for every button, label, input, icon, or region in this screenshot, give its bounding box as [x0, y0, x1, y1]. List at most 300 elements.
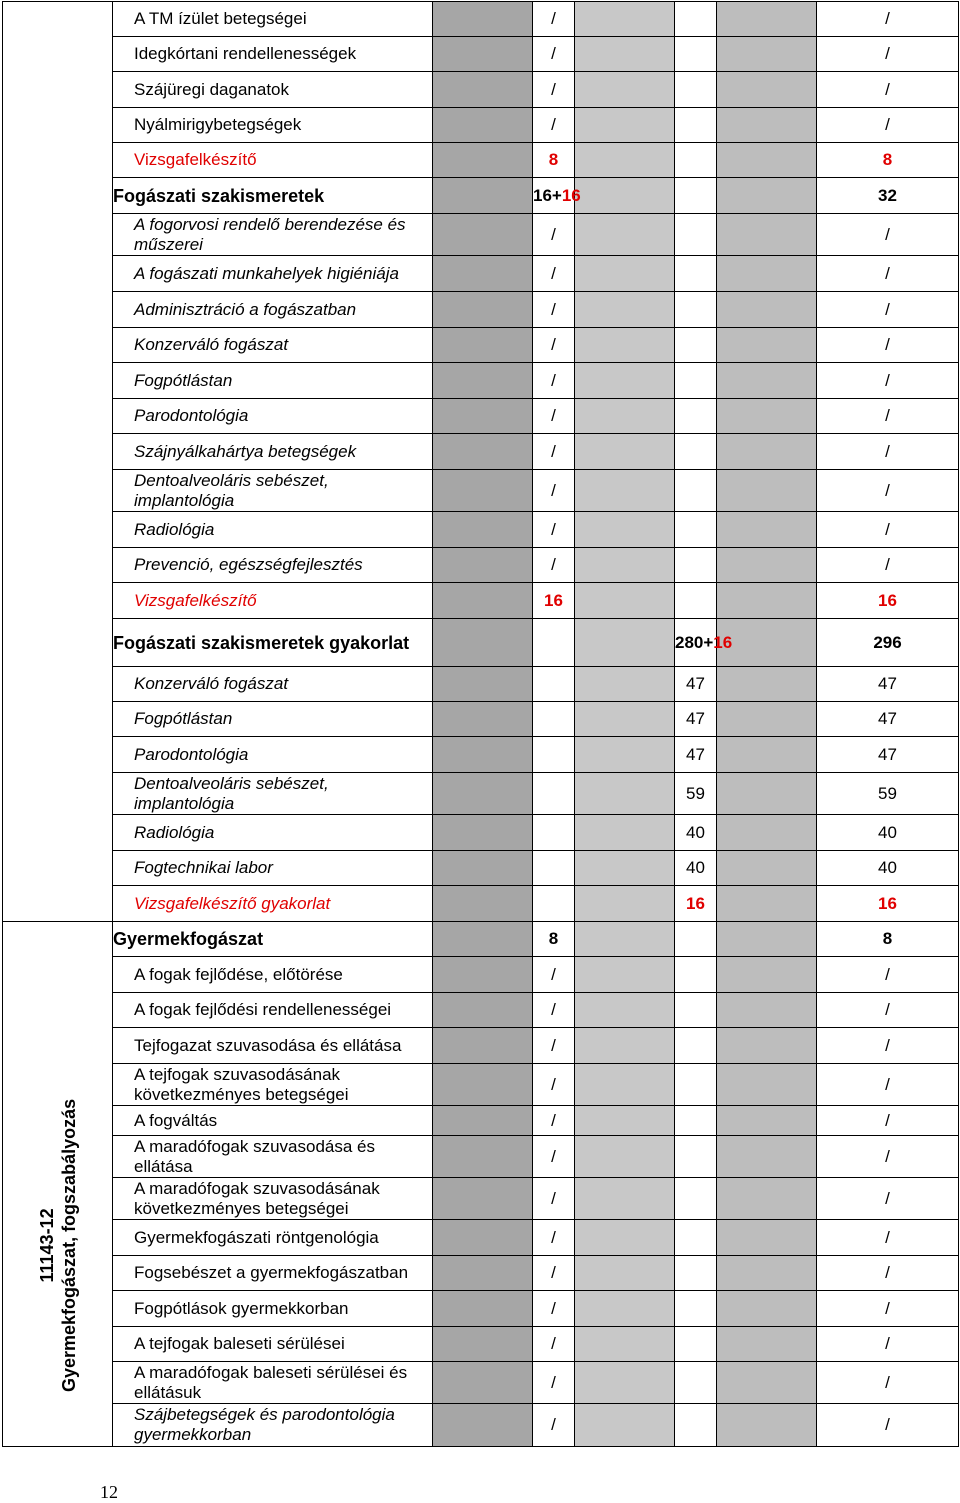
table-row: [3, 512, 959, 548]
hours-col-1: /: [533, 37, 575, 72]
shaded-column: [433, 363, 533, 399]
hours-total: /: [817, 108, 959, 143]
shaded-column: [575, 1327, 675, 1362]
hours-col-1: /: [533, 1256, 575, 1291]
subject-name: Fogászati szakismeretek: [113, 178, 433, 214]
hours-col-1: [533, 178, 581, 214]
table-row: [3, 178, 959, 214]
hours-total: 8: [817, 143, 959, 178]
hours-col-2: [675, 363, 717, 399]
hours-total: /: [817, 292, 959, 328]
shaded-column: [717, 434, 817, 470]
table-row: [3, 957, 959, 993]
table-row: [3, 1136, 959, 1178]
subject-name: A maradófogak szuvasodásának következményes betegségei: [113, 1178, 433, 1220]
shaded-column: [433, 1256, 533, 1291]
value-part: 280+: [675, 632, 714, 652]
hours-col-2: 59: [675, 773, 717, 815]
shaded-column: [433, 1064, 533, 1106]
subject-name: A fogászati munkahelyek higiéniája: [113, 256, 433, 292]
shaded-column: [717, 1106, 817, 1136]
shaded-column: [433, 1178, 533, 1220]
hours-col-2: [675, 1136, 717, 1178]
shaded-column: [575, 851, 675, 886]
hours-col-1: /: [533, 363, 575, 399]
table-row: [3, 1106, 959, 1136]
hours-col-1: /: [533, 399, 575, 434]
hours-col-2: [675, 470, 717, 512]
table-row: [3, 2, 959, 37]
hours-col-1: [533, 815, 575, 851]
shaded-column: [433, 434, 533, 470]
shaded-column: [717, 108, 817, 143]
subject-name: Fogtechnikai labor: [113, 851, 433, 886]
hours-total: /: [817, 363, 959, 399]
hours-col-2: [675, 957, 717, 993]
hours-col-1: 16: [533, 583, 575, 619]
shaded-column: [433, 667, 533, 702]
hours-col-2: [675, 993, 717, 1028]
hours-col-1: /: [533, 1362, 575, 1404]
hours-total: /: [817, 1220, 959, 1256]
shaded-column: [575, 815, 675, 851]
hours-col-1: /: [533, 1028, 575, 1064]
shaded-column: [433, 256, 533, 292]
subject-name: Szájüregi daganatok: [113, 72, 433, 108]
hours-col-2: [675, 108, 717, 143]
shaded-column: [433, 993, 533, 1028]
module-name: Gyermekfogászat, fogszabályozás: [58, 1098, 79, 1392]
shaded-column: [717, 1178, 817, 1220]
subject-name: Radiológia: [113, 815, 433, 851]
hours-col-2: [675, 256, 717, 292]
shaded-column: [433, 72, 533, 108]
shaded-column: [433, 292, 533, 328]
subject-name: Szájnyálkahártya betegségek: [113, 434, 433, 470]
hours-col-2: [675, 143, 717, 178]
hours-col-1: [533, 773, 575, 815]
table-row: [3, 619, 959, 667]
shaded-column: [433, 886, 533, 922]
shaded-column: [433, 773, 533, 815]
hours-col-1: [533, 886, 575, 922]
hours-col-2: [675, 178, 717, 214]
subject-name: Dentoalveoláris sebészet, implantológia: [113, 773, 433, 815]
table-row: [3, 583, 959, 619]
shaded-column: [575, 256, 675, 292]
table-row: [3, 37, 959, 72]
subject-name: Radiológia: [113, 512, 433, 548]
hours-col-2: [675, 37, 717, 72]
hours-col-1: /: [533, 1178, 575, 1220]
shaded-column: [717, 37, 817, 72]
shaded-column: [575, 328, 675, 363]
hours-col-2: 16: [675, 886, 717, 922]
shaded-column: [575, 1256, 675, 1291]
hours-col-2: [675, 1362, 717, 1404]
shaded-column: [433, 548, 533, 583]
shaded-column: [717, 667, 817, 702]
hours-col-1: /: [533, 957, 575, 993]
table-row: [3, 737, 959, 773]
subject-name: Idegkórtani rendellenességek: [113, 37, 433, 72]
shaded-column: [717, 957, 817, 993]
hours-total: /: [817, 37, 959, 72]
hours-total: /: [817, 399, 959, 434]
shaded-column: [717, 1327, 817, 1362]
hours-col-1: [533, 702, 575, 737]
shaded-column: [575, 363, 675, 399]
hours-col-1: /: [533, 1064, 575, 1106]
hours-col-1: /: [533, 1327, 575, 1362]
hours-total: /: [817, 1404, 959, 1447]
hours-col-1: [533, 619, 575, 667]
hours-col-1: /: [533, 1106, 575, 1136]
shaded-column: [433, 178, 533, 214]
hours-col-2: 40: [675, 851, 717, 886]
hours-col-2: [675, 1404, 717, 1447]
shaded-column: [717, 256, 817, 292]
subject-name: A maradófogak baleseti sérülései és ellátásuk: [113, 1362, 433, 1404]
shaded-column: [433, 1404, 533, 1447]
shaded-column: [575, 37, 675, 72]
subject-name: Adminisztráció a fogászatban: [113, 292, 433, 328]
shaded-column: [717, 548, 817, 583]
subject-name: Tejfogazat szuvasodása és ellátása: [113, 1028, 433, 1064]
hours-total: 8: [817, 922, 959, 957]
shaded-column: [575, 1404, 675, 1447]
shaded-column: [575, 399, 675, 434]
shaded-column: [575, 434, 675, 470]
hours-col-1: /: [533, 434, 575, 470]
shaded-column: [433, 143, 533, 178]
hours-col-2: [675, 922, 717, 957]
shaded-column: [717, 1362, 817, 1404]
hours-col-1: [533, 851, 575, 886]
shaded-column: [717, 851, 817, 886]
shaded-column: [433, 957, 533, 993]
subject-name: Vizsgafelkészítő gyakorlat: [113, 886, 433, 922]
shaded-column: [575, 178, 675, 214]
module-code: 11143-12: [36, 1208, 57, 1283]
hours-col-2: [675, 1064, 717, 1106]
subject-name: Prevenció, egészségfejlesztés: [113, 548, 433, 583]
value-part-highlight: 16: [561, 185, 581, 205]
hours-col-1: /: [533, 470, 575, 512]
shaded-column: [575, 702, 675, 737]
page-number: 12: [100, 1482, 118, 1502]
subject-name: Fogpótlástan: [113, 702, 433, 737]
hours-col-1: /: [533, 292, 575, 328]
shaded-column: [717, 815, 817, 851]
shaded-column: [717, 886, 817, 922]
side-cell-blank: [3, 2, 113, 922]
hours-total: /: [817, 328, 959, 363]
hours-col-2: 47: [675, 737, 717, 773]
table-row: [3, 1327, 959, 1362]
hours-col-2: [675, 583, 717, 619]
hours-col-1: /: [533, 1136, 575, 1178]
hours-col-1: /: [533, 548, 575, 583]
shaded-column: [433, 328, 533, 363]
table-row: [3, 667, 959, 702]
shaded-column: [717, 993, 817, 1028]
hours-total: /: [817, 957, 959, 993]
shaded-column: [717, 178, 817, 214]
table-row: [3, 1064, 959, 1106]
shaded-column: [575, 512, 675, 548]
shaded-column: [717, 143, 817, 178]
table-row: [3, 363, 959, 399]
shaded-column: [575, 922, 675, 957]
shaded-column: [433, 2, 533, 37]
table-row: [3, 256, 959, 292]
subject-name: A TM ízület betegségei: [113, 2, 433, 37]
hours-col-2: [675, 1178, 717, 1220]
subject-name: Nyálmirigybetegségek: [113, 108, 433, 143]
hours-col-2: 40: [675, 815, 717, 851]
hours-total: /: [817, 72, 959, 108]
table-row: [3, 1256, 959, 1291]
shaded-column: [717, 922, 817, 957]
hours-col-2: 47: [675, 667, 717, 702]
shaded-column: [717, 363, 817, 399]
subject-name: Vizsgafelkészítő: [113, 583, 433, 619]
shaded-column: [717, 1256, 817, 1291]
shaded-column: [717, 1064, 817, 1106]
shaded-column: [575, 1178, 675, 1220]
shaded-column: [433, 815, 533, 851]
subject-name: A fogak fejlődése, előtörése: [113, 957, 433, 993]
shaded-column: [717, 2, 817, 37]
shaded-column: [575, 1064, 675, 1106]
hours-total: 47: [817, 702, 959, 737]
subject-name: Fogászati szakismeretek gyakorlat: [113, 619, 433, 667]
shaded-column: [717, 737, 817, 773]
shaded-column: [575, 1136, 675, 1178]
shaded-column: [433, 737, 533, 773]
hours-col-1: 8: [533, 922, 575, 957]
shaded-column: [575, 292, 675, 328]
table-row: [3, 214, 959, 256]
hours-col-2: 47: [675, 702, 717, 737]
hours-total: 16: [817, 583, 959, 619]
table-row: [3, 773, 959, 815]
shaded-column: [575, 773, 675, 815]
subject-name: Parodontológia: [113, 737, 433, 773]
hours-total: /: [817, 470, 959, 512]
shaded-column: [433, 399, 533, 434]
shaded-column: [575, 737, 675, 773]
table-row: [3, 1220, 959, 1256]
shaded-column: [717, 702, 817, 737]
hours-col-1: /: [533, 1404, 575, 1447]
table-row: [3, 434, 959, 470]
hours-total: 59: [817, 773, 959, 815]
hours-total: 32: [817, 178, 959, 214]
table-row: [3, 1362, 959, 1404]
hours-col-2: [675, 512, 717, 548]
hours-col-2: [675, 214, 717, 256]
hours-total: /: [817, 1327, 959, 1362]
value-part: 16+: [533, 185, 562, 205]
hours-col-2: [675, 399, 717, 434]
shaded-column: [575, 1291, 675, 1327]
subject-name: A fogorvosi rendelő berendezése és műszerei: [113, 214, 433, 256]
hours-total: /: [817, 1064, 959, 1106]
table-row: [3, 72, 959, 108]
shaded-column: [433, 619, 533, 667]
subject-name: Szájbetegségek és parodontológia gyermekkorban: [113, 1404, 433, 1447]
table-row: [3, 886, 959, 922]
table-row: [3, 993, 959, 1028]
shaded-column: [717, 214, 817, 256]
subject-name: A fogak fejlődési rendellenességei: [113, 993, 433, 1028]
hours-total: 16: [817, 886, 959, 922]
hours-total: /: [817, 1178, 959, 1220]
value-part-highlight: 16: [713, 632, 733, 652]
subject-name: A tejfogak szuvasodásának következményes betegségei: [113, 1064, 433, 1106]
shaded-column: [717, 72, 817, 108]
hours-total: 40: [817, 815, 959, 851]
hours-total: 47: [817, 667, 959, 702]
shaded-column: [433, 1136, 533, 1178]
shaded-column: [575, 667, 675, 702]
shaded-column: [575, 108, 675, 143]
shaded-column: [717, 1028, 817, 1064]
shaded-column: [575, 1220, 675, 1256]
shaded-column: [433, 702, 533, 737]
hours-col-1: /: [533, 993, 575, 1028]
hours-col-2: [675, 292, 717, 328]
hours-col-2: [675, 434, 717, 470]
shaded-column: [433, 512, 533, 548]
shaded-column: [575, 214, 675, 256]
subject-name: Fogsebészet a gyermekfogászatban: [113, 1256, 433, 1291]
hours-col-2: [675, 548, 717, 583]
shaded-column: [575, 1362, 675, 1404]
table-row: [3, 548, 959, 583]
shaded-column: [575, 143, 675, 178]
shaded-column: [575, 72, 675, 108]
table-row: [3, 1028, 959, 1064]
hours-total: /: [817, 548, 959, 583]
hours-total: /: [817, 512, 959, 548]
table-row: [3, 922, 959, 957]
subject-name: Parodontológia: [113, 399, 433, 434]
table-row: [3, 1178, 959, 1220]
table-row: [3, 1404, 959, 1447]
subject-name: A fogváltás: [113, 1106, 433, 1136]
shaded-column: [575, 993, 675, 1028]
table-row: [3, 702, 959, 737]
subject-name: Fogpótlások gyermekkorban: [113, 1291, 433, 1327]
subject-name: A maradófogak szuvasodása és ellátása: [113, 1136, 433, 1178]
shaded-column: [717, 1136, 817, 1178]
shaded-column: [433, 108, 533, 143]
shaded-column: [433, 1362, 533, 1404]
shaded-column: [575, 2, 675, 37]
hours-col-1: /: [533, 1220, 575, 1256]
hours-col-1: /: [533, 512, 575, 548]
hours-col-1: [533, 737, 575, 773]
hours-col-2: [675, 1256, 717, 1291]
table-row: [3, 470, 959, 512]
shaded-column: [433, 1291, 533, 1327]
shaded-column: [575, 470, 675, 512]
hours-col-2: [675, 1220, 717, 1256]
shaded-column: [575, 619, 675, 667]
shaded-column: [433, 470, 533, 512]
hours-col-1: /: [533, 256, 575, 292]
shaded-column: [717, 512, 817, 548]
shaded-column: [433, 1220, 533, 1256]
hours-total: /: [817, 1136, 959, 1178]
shaded-column: [575, 957, 675, 993]
shaded-column: [717, 1404, 817, 1447]
hours-col-1: 8: [533, 143, 575, 178]
shaded-column: [575, 1106, 675, 1136]
hours-total: /: [817, 256, 959, 292]
curriculum-table: [2, 1, 959, 1447]
hours-col-2: [675, 619, 733, 667]
subject-name: Fogpótlástan: [113, 363, 433, 399]
table-row: [3, 108, 959, 143]
shaded-column: [433, 583, 533, 619]
hours-total: 47: [817, 737, 959, 773]
hours-total: /: [817, 993, 959, 1028]
subject-name: Vizsgafelkészítő: [113, 143, 433, 178]
hours-total: 40: [817, 851, 959, 886]
hours-col-2: [675, 1327, 717, 1362]
hours-total: /: [817, 434, 959, 470]
shaded-column: [433, 851, 533, 886]
hours-col-1: /: [533, 328, 575, 363]
shaded-column: [433, 1327, 533, 1362]
hours-total: /: [817, 214, 959, 256]
table-row: [3, 328, 959, 363]
shaded-column: [717, 583, 817, 619]
table-row: [3, 143, 959, 178]
table-row: [3, 815, 959, 851]
shaded-column: [575, 548, 675, 583]
shaded-column: [575, 583, 675, 619]
table-row: [3, 399, 959, 434]
subject-name: Konzerváló fogászat: [113, 667, 433, 702]
module-label-cell: [3, 922, 113, 1447]
subject-name: Konzerváló fogászat: [113, 328, 433, 363]
hours-col-1: /: [533, 108, 575, 143]
hours-total: /: [817, 1028, 959, 1064]
hours-total: /: [817, 1291, 959, 1327]
hours-col-1: /: [533, 1291, 575, 1327]
hours-total: 296: [817, 619, 959, 667]
hours-col-2: [675, 1291, 717, 1327]
hours-total: /: [817, 1256, 959, 1291]
shaded-column: [433, 1028, 533, 1064]
hours-col-1: /: [533, 72, 575, 108]
table-row: [3, 1291, 959, 1327]
shaded-column: [433, 922, 533, 957]
table-row: [3, 851, 959, 886]
shaded-column: [433, 214, 533, 256]
shaded-column: [717, 399, 817, 434]
hours-col-1: [533, 667, 575, 702]
shaded-column: [575, 886, 675, 922]
shaded-column: [433, 1106, 533, 1136]
hours-col-2: [675, 72, 717, 108]
shaded-column: [717, 1291, 817, 1327]
